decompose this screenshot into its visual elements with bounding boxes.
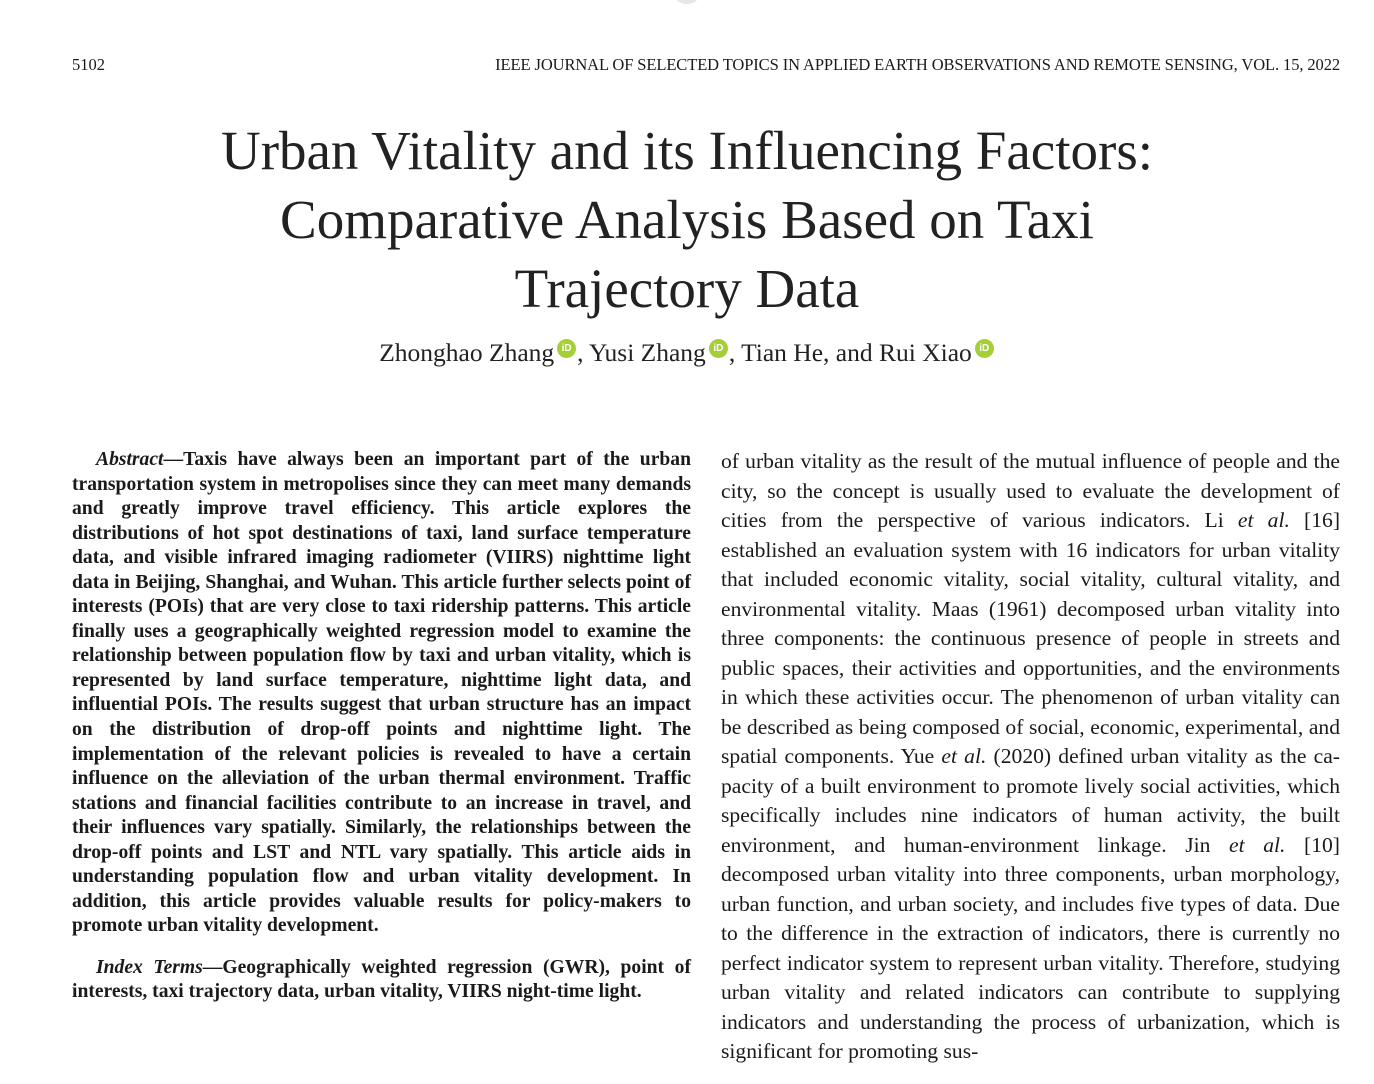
author-name: , Tian He, and Rui Xiao [728, 338, 972, 367]
orcid-icon[interactable]: iD [709, 339, 728, 358]
orcid-icon[interactable]: iD [975, 339, 994, 358]
abstract [72, 448, 691, 939]
orcid-icon[interactable]: iD [557, 339, 576, 358]
body-text: of urban vitality as the result of the mutual influence of people and the city, so the concept is usually used to evaluate the development of cities from the perspective of various indicators. Li [721, 449, 1340, 532]
right-column [721, 447, 1340, 1067]
author-name: Zhonghao Zhang [379, 338, 555, 367]
index-terms-text: —Geographically weighted regression (GWR), point of interests, taxi trajectory data, urban vitality, VIIRS night-time light. [72, 956, 691, 1003]
body-text-italic: et al. [941, 744, 987, 768]
title-line: Trajectory Data [514, 258, 860, 319]
title-line: Urban Vitality and its Influencing Factors: [220, 120, 1154, 181]
body-text-italic: et al. [1237, 508, 1290, 532]
author-name: , Yusi Zhang [577, 338, 706, 367]
page-number: 5102 [72, 55, 105, 74]
index-terms-heading: Index Terms [96, 956, 203, 978]
body-text: [16] established an evaluation system with 16 indicators for urban vitality that included economic vitality, social vitality, cultural vitality, and environmental vitality. Maas (1961) decomposed urban vitality into three components: the continuous presence of people in streets and public spaces, their activities and opportunities, and the environments in which these activities occur. The phenomenon of urban vitality can be described as being composed of social, economic, experimental, and spatial components. Yue [721, 508, 1341, 768]
abstract-text: —Taxis have always been an important part of the urban transportation system in metropolises since they can meet many demands and greatly improve travel efficiency. This article explores the distributions of hot spot destinations of taxi, land surface temperature data, and visible infrared imaging radiometer (VIIRS) nighttime light data in Beijing, Shanghai, and Wuhan. This article further selects point of interests (POIs) that are very close to taxi ridership patterns. This article finally uses a geographically weighted regression model to examine the relationship between population flow by taxi and urban vitality, which is represented by land surface temperature, nighttime light data, and influential POIs. The results suggest that urban structure has an impact on the distribution of drop-off points and nighttime light. The implementation of the relevant policies is revealed to have a certain influence on the alleviation of the urban thermal environment. Traffic stations and financial facilities contribute to an increase in travel, and their influences vary spatially. Similarly, the relationships between the drop-off points and LST and NTL vary spatially. This article aids in understanding population flow and urban vitality development. In addition, this article provides valuable results for policy-makers to promote urban vitality development. [72, 449, 691, 937]
body-text-italic: et al. [1229, 832, 1286, 857]
index-terms [72, 956, 691, 1005]
title-line: Comparative Analysis Based on Taxi [280, 189, 1094, 250]
body-paragraph [721, 447, 1340, 1067]
paper-title [0, 116, 1374, 323]
body-text: [10] decomposed urban vitality into three components, urban morphology, urban function, and urban society, and includes five types of data. Due to the difference in the extraction of indicators, there is currently no perfect indicator system to represent urban vitality. Therefore, studying urban vitality and related indicators can contribute to supplying indicators and understanding the process of urbanization, which is significant for promoting sus- [721, 832, 1340, 1063]
scroll-artifact [675, 0, 699, 4]
body-text: (2020) defined urban vitality as the capacity of a built environment to promote lively social activities, which specifically includes nine indicators of human activity, the built environment, and human-environment linkage. Jin [721, 744, 1340, 857]
author-list [0, 338, 1374, 368]
abstract-heading: Abstract [96, 449, 164, 470]
left-column [72, 448, 691, 1005]
journal-name: IEEE JOURNAL OF SELECTED TOPICS IN APPLIED EARTH OBSERVATIONS AND REMOTE SENSING, VOL. 15, 2022 [495, 55, 1340, 74]
